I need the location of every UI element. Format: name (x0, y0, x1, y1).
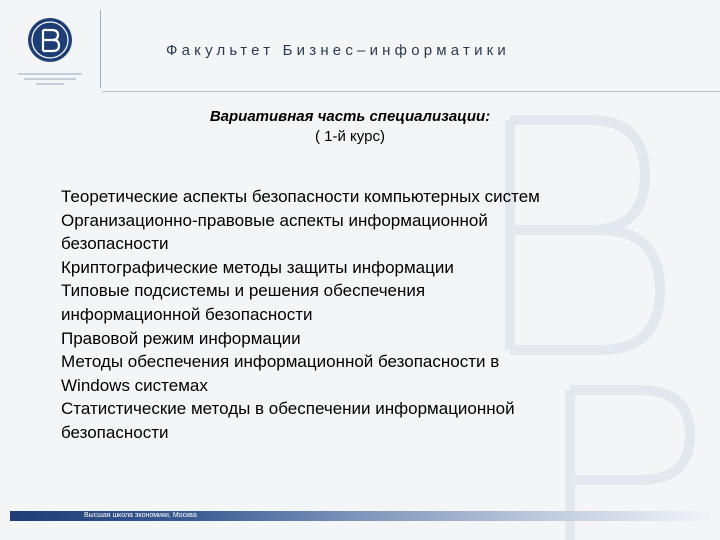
list-item: Организационно-правовые аспекты информационной (61, 210, 488, 230)
footer-text: Высшая школа экономики, Москва (84, 512, 197, 519)
list-item: безопасности (61, 234, 169, 254)
list-item: Типовые подсистемы и решения обеспечения (61, 281, 426, 301)
header-vertical-divider (100, 10, 101, 88)
list-item: Windows системах (61, 375, 208, 395)
hse-logo-icon (10, 10, 90, 90)
specialization-list (61, 185, 661, 445)
section-title: Вариативная часть специализации: (209, 108, 491, 125)
list-item: информационной безопасности (61, 304, 313, 324)
list-item: Правовой режим информации (61, 328, 301, 348)
list-item: Статистические методы в обеспечении информационной (61, 399, 515, 419)
list-item: безопасности (61, 422, 169, 442)
faculty-title: Факультет Бизнес–информатики (166, 42, 510, 59)
list-item: Методы обеспечения информационной безопасности в (61, 352, 500, 372)
header-divider (102, 91, 720, 92)
list-item: Теоретические аспекты безопасности компьютерных систем (61, 187, 540, 206)
course-label: ( 1-й курс) (315, 128, 385, 145)
list-item: Криптографические методы защиты информации (61, 257, 454, 277)
